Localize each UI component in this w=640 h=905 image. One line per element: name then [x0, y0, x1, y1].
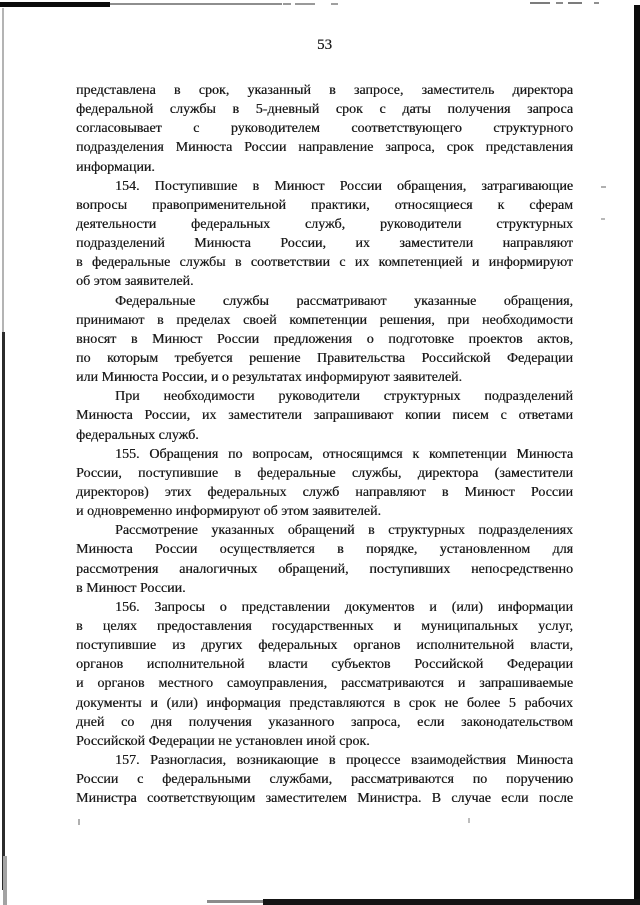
text-line: согласовывает с руководителем соответствующего структурного	[76, 121, 573, 137]
text-line: об этом заявителей.	[76, 274, 194, 290]
scan-speck	[601, 186, 606, 188]
scan-top-dash	[295, 3, 315, 5]
text-line: России, поступившие в федеральные службы, директора (заместители	[76, 465, 573, 481]
scan-bottom-edge-bar	[263, 899, 640, 905]
text-line: России с федеральными службами, рассматриваются по поручению	[76, 772, 573, 788]
scan-left-edge-line-top	[2, 8, 4, 332]
scan-right-edge-bar	[634, 5, 640, 905]
scan-speck	[468, 818, 470, 823]
scan-top-edge-bar	[0, 2, 110, 7]
scan-top-dash	[331, 3, 338, 5]
text-line: вопросы правоприменительной практики, относящиеся к сферам	[76, 197, 573, 213]
scan-speck	[601, 218, 605, 220]
text-line: 157. Разногласия, возникающие в процессе взаимодействия Минюста	[115, 752, 573, 768]
scan-left-edge-line-bottom	[2, 332, 5, 890]
text-line: Минюста России осуществляется в порядке, установленном для	[76, 542, 573, 558]
text-line: дней со дня получения указанного запроса, если законодательством	[76, 714, 573, 730]
text-line: 154. Поступившие в Минюст России обращения, затрагивающие	[115, 178, 573, 194]
text-line: поступившие из других федеральных органов исполнительной власти,	[76, 638, 573, 654]
page-number: 53	[317, 37, 332, 53]
text-line: в Минюст России.	[76, 580, 186, 596]
text-line: федеральных служб.	[76, 427, 199, 443]
scan-bottom-edge-gray	[207, 900, 265, 903]
text-line: или Минюста России, и о результатах информируют заявителей.	[76, 370, 462, 386]
scan-top-dash	[594, 2, 599, 4]
text-line: Минюста России, их заместители запрашивают копии писем с ответами	[76, 408, 573, 424]
text-line: органов исполнительной власти субъектов Российской Федерации	[76, 657, 573, 673]
text-line: информации.	[76, 159, 155, 175]
text-line: подразделения Минюста России направление запроса, срок представления	[76, 140, 573, 156]
text-line: рассмотрения аналогичных обращений, поступивших непосредственно	[76, 561, 573, 577]
text-line: документы и (или) информация представляются в срок не более 5 рабочих	[76, 695, 573, 711]
text-line: принимают в пределах своей компетенции решения, при необходимости	[76, 312, 573, 328]
scan-speck	[78, 819, 80, 825]
text-line: Министра соответствующим заместителем Министра. В случае если после	[76, 791, 573, 807]
text-line: в федеральные службы в соответствии с их компетенцией и информируют	[76, 255, 573, 271]
scan-top-dash	[556, 2, 563, 4]
text-line: и одновременно информируют об этом заявителей.	[76, 504, 381, 520]
text-line: по которым требуется решение Правительства Российской Федерации	[76, 350, 573, 366]
text-line: Российской Федерации не установлен иной срок.	[76, 733, 370, 749]
text-line: директоров) этих федеральных служб направляют в Минюст России	[76, 484, 573, 500]
scan-top-dash	[283, 3, 291, 5]
text-line: 155. Обращения по вопросам, относящимся к компетенции Минюста	[115, 446, 573, 462]
scan-top-dash	[530, 2, 550, 4]
text-line: представлена в срок, указанный в запросе, заместитель директора	[76, 83, 573, 98]
text-line: Федеральные службы рассматривают указанные обращения,	[115, 293, 573, 309]
scan-top-dash	[568, 2, 582, 4]
text-line: подразделений Минюста России, их заместители направляют	[76, 236, 573, 252]
text-line: федеральной службы в 5-дневный срок с даты получения запроса	[76, 102, 573, 118]
text-line: 156. Запросы о представлении документов и (или) информации	[115, 599, 573, 615]
text-line: в целях предоставления государственных и муниципальных услуг,	[76, 618, 573, 634]
text-line: деятельности федеральных служб, руководители структурных	[76, 216, 573, 232]
scan-top-edge-line	[110, 3, 282, 5]
text-line: и органов местного самоуправления, рассматриваются и запрашиваемые	[76, 676, 573, 692]
document-body	[76, 81, 573, 808]
scan-left-bottom-smudge	[3, 856, 7, 905]
text-line: При необходимости руководители структурных подразделений	[115, 389, 573, 405]
text-line: Рассмотрение указанных обращений в структурных подразделениях	[115, 523, 573, 539]
text-line: вносят в Минюст России предложения о подготовке проектов актов,	[76, 331, 573, 347]
